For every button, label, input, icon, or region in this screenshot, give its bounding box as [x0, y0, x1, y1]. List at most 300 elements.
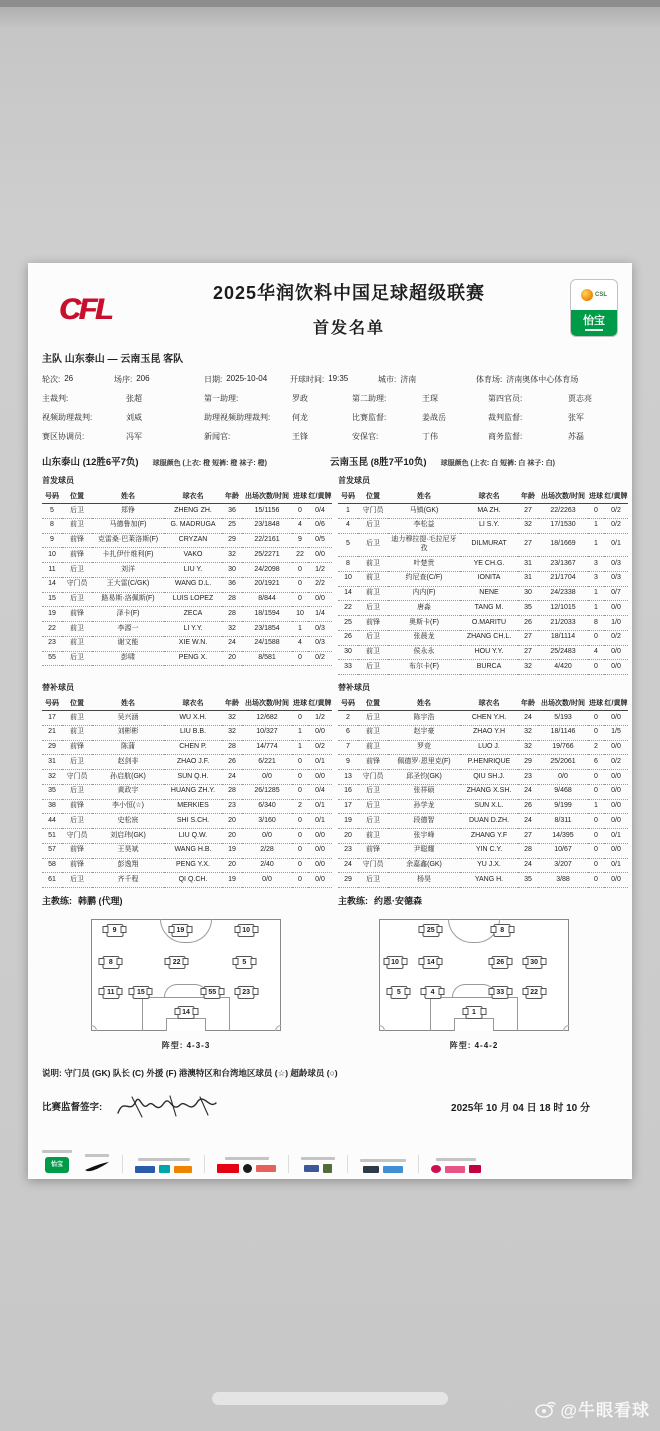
cell: 克雷桑·巴莱洛斯(F): [92, 533, 164, 548]
home-formation-label: 阵型: 4-3-3: [161, 1041, 211, 1050]
col-apps-time: 出场次数/时间: [538, 489, 588, 504]
player-shirt: 8: [102, 956, 119, 969]
player-shirt: 19: [172, 924, 189, 937]
cell: 1: [338, 504, 358, 519]
cell: 16: [338, 784, 358, 799]
cell: 孙启航(GK): [92, 770, 164, 785]
sponsor-group-3: [135, 1158, 192, 1173]
cell: IONITA: [460, 571, 518, 586]
cell: 3/88: [538, 873, 588, 888]
cell: 61: [42, 873, 62, 888]
cell: 谢文能: [92, 636, 164, 651]
cell: 0/0: [308, 770, 332, 785]
cell: 22/2161: [242, 533, 292, 548]
cell: 0: [588, 504, 604, 519]
cell: 57: [42, 843, 62, 858]
table-header-row: [42, 696, 332, 711]
cell: 邱圣钧(GK): [388, 770, 460, 785]
cell: DILMURAT: [460, 533, 518, 557]
csl-badge-text: CSL: [595, 292, 607, 298]
cell: 9: [292, 533, 308, 548]
table-row: [42, 770, 332, 785]
field-label: 第一助理:: [204, 394, 239, 403]
cell: 31: [518, 557, 538, 572]
sponsor-logo: [174, 1166, 192, 1173]
cell: 25/2271: [242, 548, 292, 563]
player-shirt: 1: [466, 1006, 483, 1019]
cell: CRYZAN: [164, 533, 222, 548]
away-subs-half: [338, 675, 626, 907]
home-kit-colors: 球服颜色 (上衣: 橙 短裤: 橙 袜子: 橙): [152, 460, 267, 467]
cell: 后卫: [358, 601, 388, 616]
sponsor-caption: [436, 1158, 476, 1161]
cell: 20: [222, 651, 242, 666]
table-row: [338, 518, 628, 533]
cell: YU J.X.: [460, 858, 518, 873]
cell: 10/327: [242, 725, 292, 740]
cell: 0/2: [308, 740, 332, 755]
cell: 25/2483: [538, 645, 588, 660]
cell: 32: [518, 660, 538, 675]
cell: QIU SH.J.: [460, 770, 518, 785]
cell: 58: [42, 858, 62, 873]
cell: 24/1588: [242, 636, 292, 651]
sponsor-caption: [360, 1159, 406, 1162]
cell: 26: [518, 616, 538, 631]
home-coach-name: 韩鹏 (代理): [78, 896, 123, 906]
col-age: 年龄: [222, 489, 242, 504]
cell: 25: [222, 518, 242, 533]
starters-section: [42, 468, 628, 675]
cell: 前锋: [62, 533, 92, 548]
sponsor-divider: [122, 1155, 123, 1173]
cell: 0/0: [604, 645, 628, 660]
cell: 19/766: [538, 740, 588, 755]
cell: 侯永永: [388, 645, 460, 660]
table-row: [42, 814, 332, 829]
csl-badge-top: [571, 280, 617, 310]
cell: 前锋: [62, 858, 92, 873]
yibao-sponsor-logo: 怡宝: [45, 1157, 69, 1173]
officials-row-1: [42, 393, 618, 404]
cell: 10: [292, 607, 308, 622]
cell: 0/5: [308, 533, 332, 548]
yibao-logo-text: 怡宝: [583, 314, 605, 327]
cell: 3: [588, 557, 604, 572]
cell: 0/2: [308, 651, 332, 666]
cell: 12/1015: [538, 601, 588, 616]
table-row: [338, 586, 628, 601]
player-shirt: 26: [492, 956, 509, 969]
col-position: 位置: [62, 696, 92, 711]
cell: 5: [338, 533, 358, 557]
away-coach-name: 约恩·安德森: [374, 896, 422, 906]
cell: 3/160: [242, 814, 292, 829]
cell: 0/1: [604, 858, 628, 873]
field-value: 苏磊: [568, 432, 584, 441]
cell: 迪力穆拉提·毛拉尼牙孜: [388, 533, 460, 557]
table-row: [338, 616, 628, 631]
cell: 22: [42, 622, 62, 637]
table-row: [42, 755, 332, 770]
football-icon: [581, 289, 593, 301]
cell: 布尔卡(F): [388, 660, 460, 675]
sponsor-caption: [138, 1158, 190, 1161]
cell: 24: [518, 814, 538, 829]
field-pair: [42, 374, 114, 385]
cell: 26/1285: [242, 784, 292, 799]
sponsor-logo: [135, 1166, 155, 1173]
player-shirt: 30: [526, 956, 543, 969]
col-position: 位置: [358, 489, 388, 504]
cell: 0: [588, 873, 604, 888]
away-team-header: [330, 454, 618, 468]
cell: 36: [222, 504, 242, 519]
cell: 29: [42, 740, 62, 755]
home-starters-table: [42, 489, 332, 666]
cell: 1/2: [308, 711, 332, 726]
cell: 黄政宇: [92, 784, 164, 799]
home-subs-table: [42, 696, 332, 888]
cell: 0: [292, 711, 308, 726]
cell: 32: [518, 725, 538, 740]
cell: 28: [222, 740, 242, 755]
cell: 1: [588, 533, 604, 557]
cell: LUIS LOPEZ: [164, 592, 222, 607]
table-row: [338, 873, 628, 888]
col-cards: 红/黄牌: [308, 489, 332, 504]
field-value: 罗政: [292, 394, 308, 403]
col-number: 号码: [42, 489, 62, 504]
field-value: 刘威: [126, 413, 142, 422]
cell: 后卫: [62, 755, 92, 770]
officials-row-3: [42, 431, 618, 442]
goal-box: [454, 1018, 494, 1031]
cell: 约尼查(C/F): [388, 571, 460, 586]
cell: 32: [42, 770, 62, 785]
player-shirt: 14: [422, 956, 439, 969]
cell: 14/395: [538, 829, 588, 844]
cell: ZHANG CH.L.: [460, 630, 518, 645]
cell: 18/1594: [242, 607, 292, 622]
player-shirt: 55: [204, 986, 221, 999]
cell: 26: [338, 630, 358, 645]
cell: 23/1367: [538, 557, 588, 572]
cell: 0: [292, 563, 308, 578]
cell: 8/844: [242, 592, 292, 607]
cell: 后卫: [358, 799, 388, 814]
bottom-highlight-bar: [212, 1392, 448, 1405]
cell: 24/2338: [538, 586, 588, 601]
away-coach-label: 主教练:: [338, 896, 368, 906]
cell: 叶楚贵: [388, 557, 460, 572]
col-jersey-name: 球衣名: [164, 489, 222, 504]
cell: 5: [42, 504, 62, 519]
formation-section: [42, 919, 618, 1051]
sponsor-caption: [225, 1157, 269, 1160]
away-subs-table: [338, 696, 628, 888]
corner-arc: [563, 1025, 569, 1031]
player-shirt: 22: [168, 956, 185, 969]
table-row: [338, 725, 628, 740]
cell: 17: [42, 711, 62, 726]
cell: 0/0: [604, 873, 628, 888]
cell: 杨昊: [388, 873, 460, 888]
cell: 齐千程: [92, 873, 164, 888]
goal-box: [166, 1018, 206, 1031]
cell: 内内(F): [388, 586, 460, 601]
player-shirt: 22: [526, 986, 543, 999]
cfl-league-logo: CFL: [58, 293, 112, 326]
cell: 32: [222, 622, 242, 637]
cell: 35: [518, 873, 538, 888]
cell: 0: [292, 814, 308, 829]
document-subtitle: 首发名单: [312, 320, 385, 337]
home-starters-half: [42, 468, 330, 675]
cell: 55: [42, 651, 62, 666]
cell: 0/0: [604, 601, 628, 616]
cell: 36: [222, 577, 242, 592]
cell: 15/1156: [242, 504, 292, 519]
cell: ZHAO J.F.: [164, 755, 222, 770]
cell: 0: [292, 858, 308, 873]
cell: 赵剑非: [92, 755, 164, 770]
cell: 6: [338, 725, 358, 740]
cell: 22/2263: [538, 504, 588, 519]
field-label: 比赛监督:: [352, 413, 387, 422]
sponsor-logo: [256, 1165, 276, 1172]
cell: 0: [588, 829, 604, 844]
field-label: 开球时间:: [290, 375, 325, 384]
cell: 27: [518, 504, 538, 519]
cell: 前卫: [358, 645, 388, 660]
table-row: [42, 843, 332, 858]
cell: 前卫: [358, 725, 388, 740]
cell: 张宇峰: [388, 829, 460, 844]
cell: 0: [588, 858, 604, 873]
cell: 0/0: [538, 770, 588, 785]
cell: 后卫: [358, 711, 388, 726]
legend-line: 说明: 守门员 (GK) 队长 (C) 外援 (F) 港澳特区和台湾地区球员 (☆) 超龄球员 (○): [42, 1068, 338, 1078]
cell: 8: [338, 557, 358, 572]
cell: 1: [292, 740, 308, 755]
cell: 28: [222, 607, 242, 622]
col-age: 年龄: [518, 489, 538, 504]
table-row: [42, 873, 332, 888]
cell: 李小恒(☆): [92, 799, 164, 814]
cell: 0: [292, 784, 308, 799]
cell: 李松益: [388, 518, 460, 533]
cell: 0: [292, 873, 308, 888]
cell: 31: [518, 571, 538, 586]
table-row: [42, 799, 332, 814]
table-row: [42, 740, 332, 755]
player-shirt: 10: [387, 956, 404, 969]
cell: 1: [588, 586, 604, 601]
table-row: [338, 799, 628, 814]
cell: 刘彬彬: [92, 725, 164, 740]
cell: 彭啸: [92, 651, 164, 666]
cell: LIU B.B.: [164, 725, 222, 740]
cell: 2: [338, 711, 358, 726]
cell: 19: [222, 843, 242, 858]
cell: 28: [518, 843, 538, 858]
cell: 前卫: [62, 711, 92, 726]
cell: 24: [518, 858, 538, 873]
home-coach-line: [42, 894, 330, 907]
cell: 0: [588, 630, 604, 645]
cell: 前卫: [62, 725, 92, 740]
cell: 27: [518, 533, 538, 557]
cell: 0: [588, 814, 604, 829]
col-number: 号码: [42, 696, 62, 711]
corner-arc: [275, 1025, 281, 1031]
cell: CHEN P.: [164, 740, 222, 755]
cell: 17: [338, 799, 358, 814]
match-info-block: [42, 350, 618, 442]
cell: YE CH.G.: [460, 557, 518, 572]
cell: 0/0: [604, 814, 628, 829]
player-shirt: 5: [236, 956, 253, 969]
col-name: 姓名: [388, 696, 460, 711]
cell: 25/2061: [538, 755, 588, 770]
cell: 0: [588, 843, 604, 858]
field-value: 王锋: [292, 432, 308, 441]
cell: 8/311: [538, 814, 588, 829]
cell: PENG X.: [164, 651, 222, 666]
cell: 9/468: [538, 784, 588, 799]
cell: 0/0: [308, 829, 332, 844]
sponsor-logo: [431, 1165, 441, 1173]
cell: 2/40: [242, 858, 292, 873]
cell: LIU Q.W.: [164, 829, 222, 844]
cell: 0/1: [604, 533, 628, 557]
cell: 0/0: [308, 858, 332, 873]
sponsor-divider: [204, 1155, 205, 1173]
cell: 0: [588, 660, 604, 675]
cell: 8: [588, 616, 604, 631]
cell: 0/0: [308, 548, 332, 563]
field-pair: [204, 374, 290, 385]
home-subs-label: 替补球员: [42, 683, 74, 692]
cell: 后卫: [358, 518, 388, 533]
cell: 3/207: [538, 858, 588, 873]
cell: 0/3: [604, 571, 628, 586]
cell: 5/193: [538, 711, 588, 726]
player-shirt: 14: [178, 1006, 195, 1019]
table-row: [42, 858, 332, 873]
cell: 24: [518, 784, 538, 799]
table-row: [42, 607, 332, 622]
player-shirt: 33: [492, 986, 509, 999]
table-row: [42, 504, 332, 519]
cell: 2: [292, 799, 308, 814]
cell: 0/6: [308, 518, 332, 533]
cell: 24: [338, 858, 358, 873]
cell: 马镇(GK): [388, 504, 460, 519]
cell: 彭逸翔: [92, 858, 164, 873]
table-row: [42, 711, 332, 726]
match-info-row: [42, 374, 618, 385]
cell: 前卫: [358, 829, 388, 844]
table-row: [338, 829, 628, 844]
cell: 前卫: [62, 622, 92, 637]
cell: 唐淼: [388, 601, 460, 616]
cell: 10/67: [538, 843, 588, 858]
cell: LIU Y.: [164, 563, 222, 578]
field-pair: [378, 374, 476, 385]
cell: 后卫: [358, 814, 388, 829]
col-name: 姓名: [92, 489, 164, 504]
cell: 29: [222, 533, 242, 548]
table-row: [42, 592, 332, 607]
cell: 0: [292, 592, 308, 607]
field-pair: [114, 374, 204, 385]
field-value: 丁伟: [422, 432, 438, 441]
signed-datetime: 2025年 10 月 04 日 18 时 10 分: [451, 1102, 590, 1114]
cell: 32: [222, 711, 242, 726]
cell: 17/1530: [538, 518, 588, 533]
cell: TANG M.: [460, 601, 518, 616]
field-value: 何龙: [292, 413, 308, 422]
col-apps-time: 出场次数/时间: [242, 696, 292, 711]
field-label: 安保官:: [352, 432, 379, 441]
cell: ZHANG Y.F: [460, 829, 518, 844]
away-subs-label: 替补球员: [338, 683, 370, 692]
sponsor-logo: [383, 1166, 403, 1173]
cell: 0/1: [308, 799, 332, 814]
cell: 18/1146: [538, 725, 588, 740]
cell: 27: [518, 829, 538, 844]
cell: 1: [588, 799, 604, 814]
photo-top-edge: [0, 0, 660, 7]
cell: 15: [42, 592, 62, 607]
cell: 0/0: [308, 873, 332, 888]
cell: 0/0: [604, 770, 628, 785]
cell: 0/3: [308, 636, 332, 651]
field-label: 赛区协调员:: [42, 432, 85, 441]
cell: 9: [338, 755, 358, 770]
table-row: [42, 577, 332, 592]
table-row: [42, 784, 332, 799]
field-value: 206: [136, 374, 150, 383]
sponsor-caption: [85, 1154, 109, 1157]
cell: 29: [338, 873, 358, 888]
cell: 后卫: [62, 504, 92, 519]
cell: 0: [588, 711, 604, 726]
cell: 10: [42, 548, 62, 563]
cell: 0: [292, 651, 308, 666]
cell: 后卫: [358, 873, 388, 888]
cell: 23: [338, 843, 358, 858]
table-row: [338, 843, 628, 858]
cell: 2/2: [308, 577, 332, 592]
document-header: [42, 279, 618, 338]
cell: 前锋: [62, 548, 92, 563]
field-label: 助理视频助理裁判:: [204, 413, 271, 422]
field-label: 场序:: [114, 375, 133, 384]
cell: 24: [222, 636, 242, 651]
cell: 赵宇豪: [388, 725, 460, 740]
cell: 0/4: [308, 504, 332, 519]
away-starters-label: 首发球员: [338, 476, 370, 485]
cell: 31: [42, 755, 62, 770]
cell: 郑铮: [92, 504, 164, 519]
cell: 21/2033: [538, 616, 588, 631]
cell: 0/2: [604, 630, 628, 645]
cell: P.HENRIQUE: [460, 755, 518, 770]
cell: 0/0: [308, 725, 332, 740]
